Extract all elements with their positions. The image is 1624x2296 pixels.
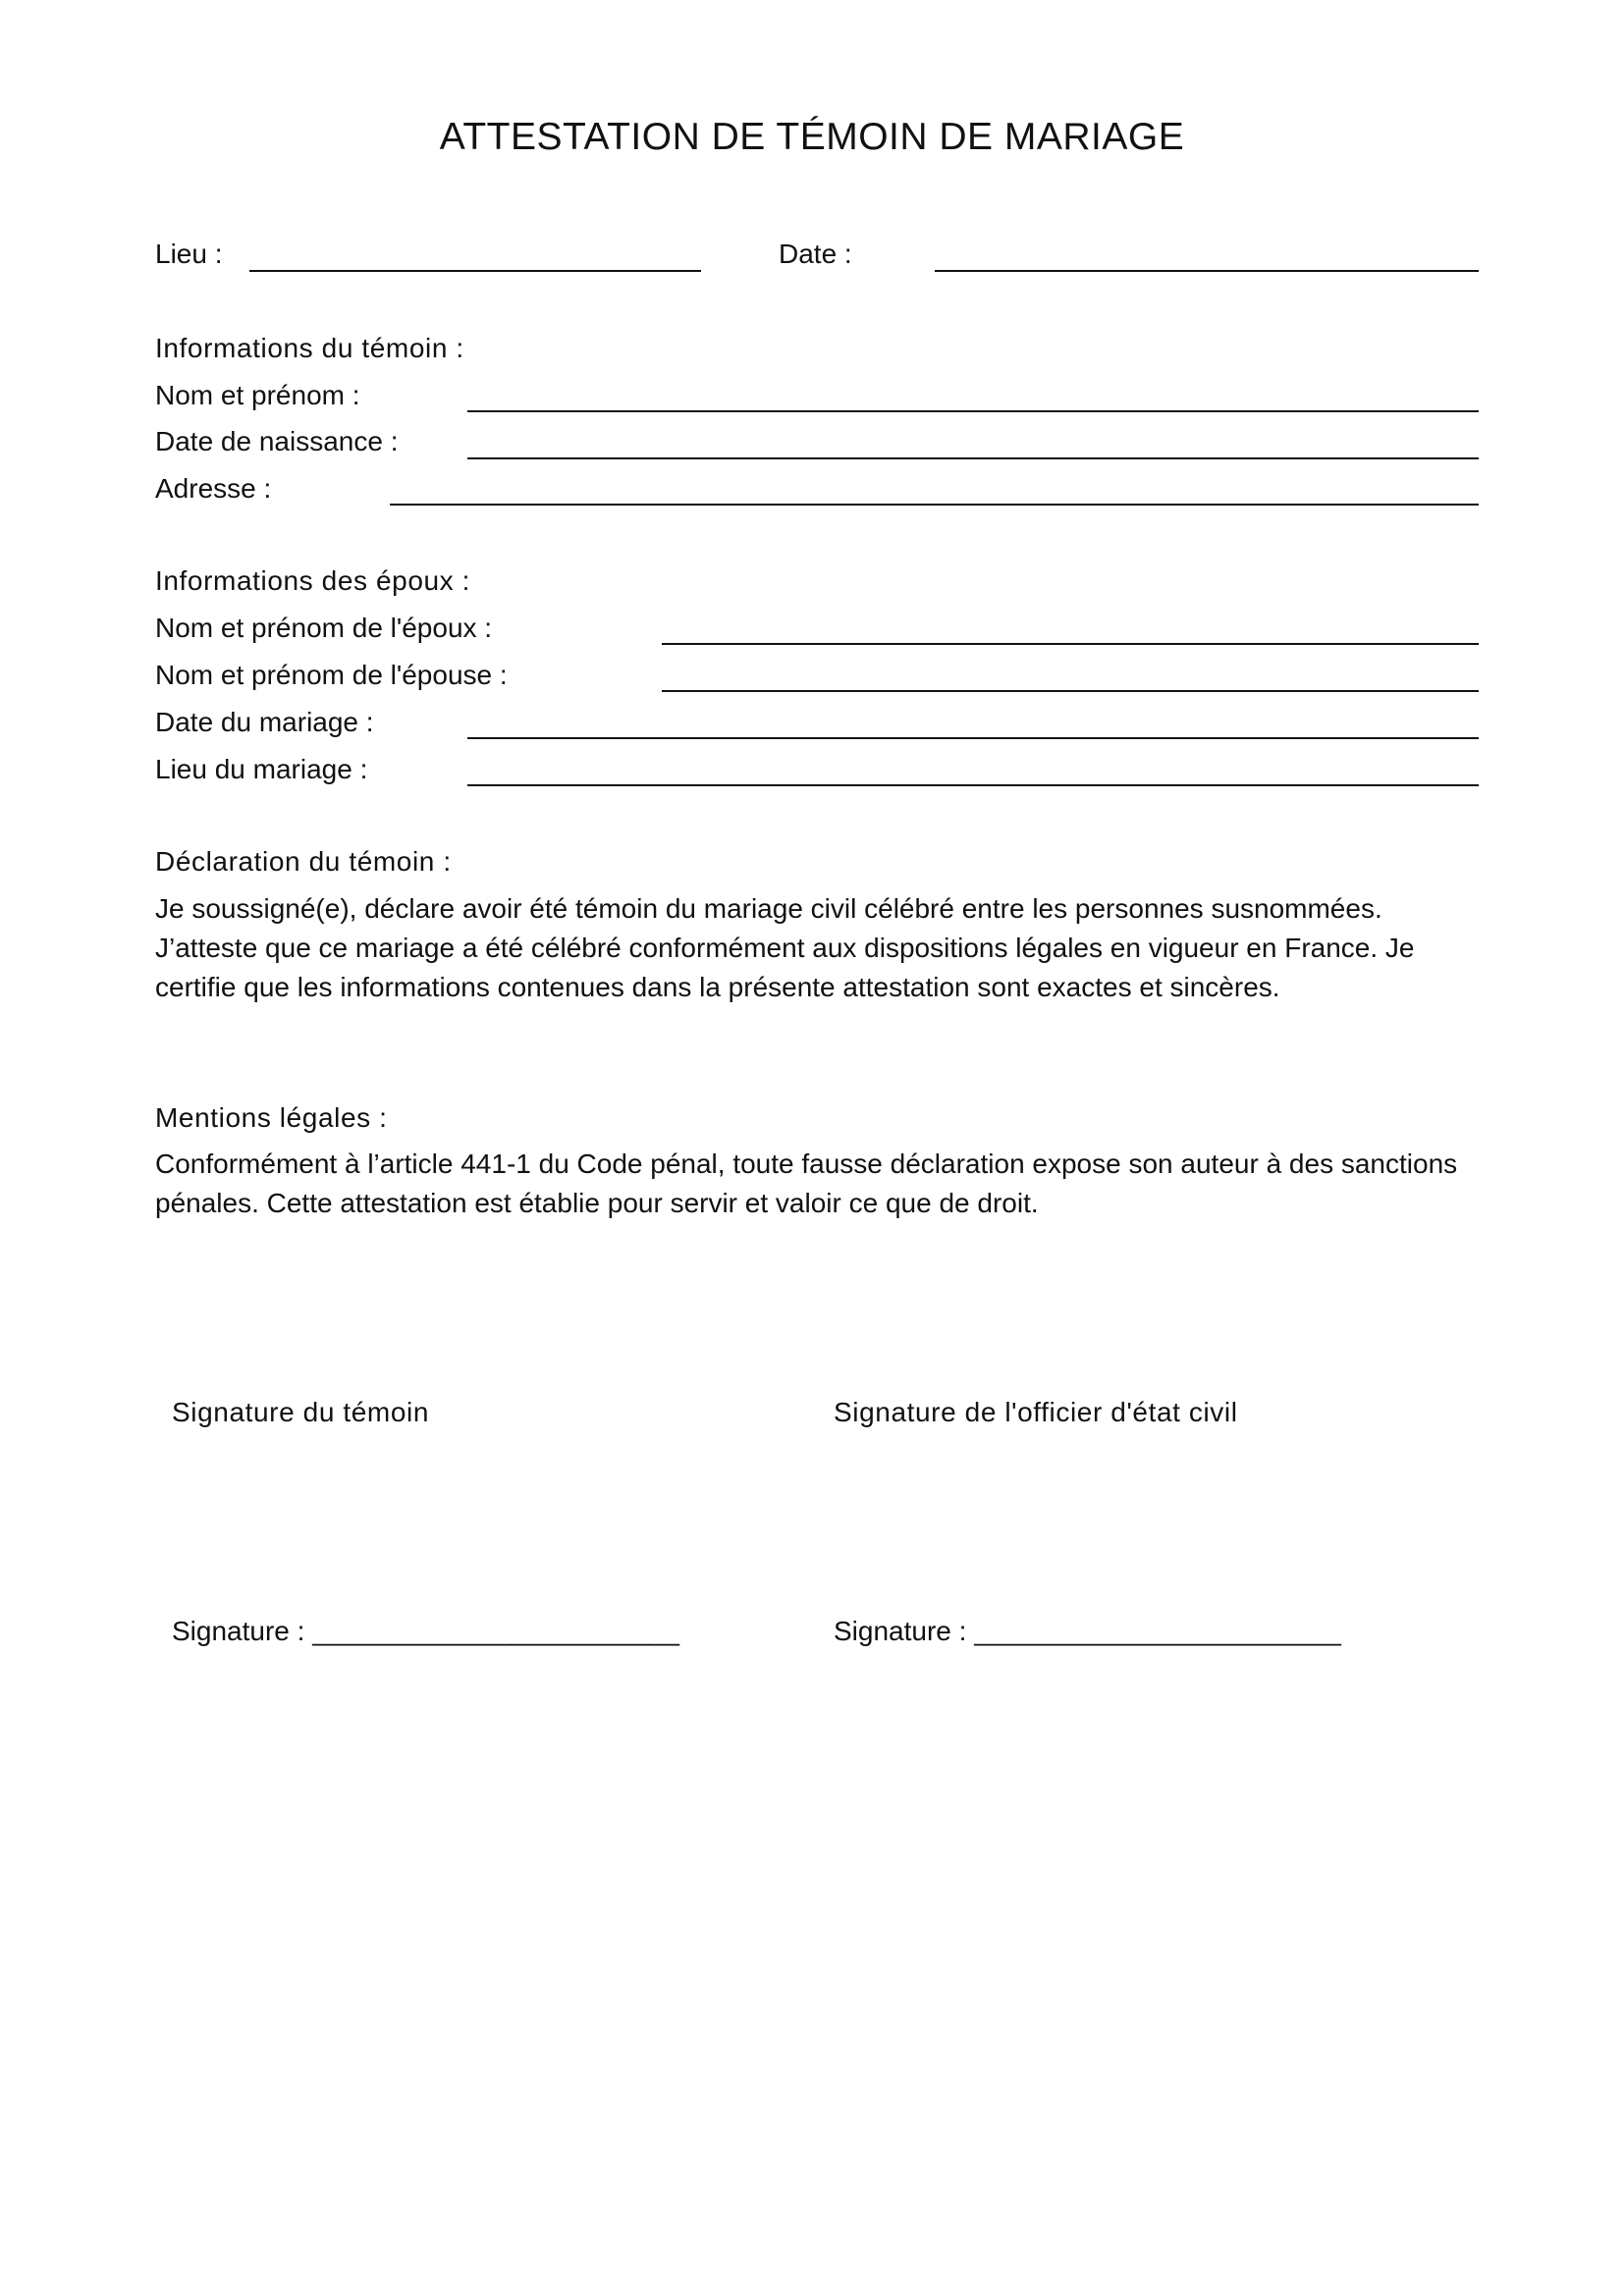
signature-temoin-line[interactable]: Signature : ________________________ bbox=[172, 1616, 679, 1646]
epouse-nom-field[interactable] bbox=[662, 690, 1479, 692]
epouse-nom-label: Nom et prénom de l'épouse : bbox=[155, 660, 508, 690]
signature-temoin-heading: Signature du témoin bbox=[172, 1397, 430, 1427]
temoin-naissance-label: Date de naissance : bbox=[155, 426, 399, 456]
mentions-text bbox=[155, 1145, 1490, 1223]
mentions-heading: Mentions légales : bbox=[155, 1102, 388, 1133]
temoin-adresse-label: Adresse : bbox=[155, 473, 272, 504]
temoin-nom-label: Nom et prénom : bbox=[155, 380, 360, 410]
epoux-section-heading: Informations des époux : bbox=[155, 565, 471, 596]
lieu-field[interactable] bbox=[249, 270, 701, 272]
document-title: ATTESTATION DE TÉMOIN DE MARIAGE bbox=[439, 116, 1185, 158]
epoux-nom-field[interactable] bbox=[662, 643, 1479, 645]
mentions-line: pénales. Cette attestation est établie pour servir et valoir ce que de droit. bbox=[155, 1188, 1039, 1218]
mentions-line: Conformément à l’article 441-1 du Code pénal, toute fausse déclaration expose son auteur à des sanctions bbox=[155, 1148, 1458, 1179]
temoin-adresse-field[interactable] bbox=[390, 504, 1479, 506]
lieu-label: Lieu : bbox=[155, 239, 223, 269]
date-field[interactable] bbox=[935, 270, 1479, 272]
temoin-nom-field[interactable] bbox=[467, 410, 1479, 412]
mariage-lieu-field[interactable] bbox=[467, 784, 1479, 786]
epoux-nom-label: Nom et prénom de l'époux : bbox=[155, 613, 493, 643]
signature-officier-heading: Signature de l'officier d'état civil bbox=[834, 1397, 1238, 1427]
mariage-lieu-label: Lieu du mariage : bbox=[155, 754, 368, 784]
temoin-section-heading: Informations du témoin : bbox=[155, 333, 464, 363]
declaration-text bbox=[155, 889, 1490, 1007]
declaration-line: J’atteste que ce mariage a été célébré conformément aux dispositions légales en vigueur en France. Je bbox=[155, 933, 1415, 963]
date-label: Date : bbox=[779, 239, 852, 269]
temoin-naissance-field[interactable] bbox=[467, 457, 1479, 459]
signature-officier-line[interactable]: Signature : ________________________ bbox=[834, 1616, 1341, 1646]
declaration-heading: Déclaration du témoin : bbox=[155, 846, 452, 877]
declaration-line: Je soussigné(e), déclare avoir été témoin du mariage civil célébré entre les personnes susnommées. bbox=[155, 893, 1382, 924]
mariage-date-label: Date du mariage : bbox=[155, 707, 374, 737]
declaration-line: certifie que les informations contenues dans la présente attestation sont exactes et sincères. bbox=[155, 972, 1280, 1002]
mariage-date-field[interactable] bbox=[467, 737, 1479, 739]
